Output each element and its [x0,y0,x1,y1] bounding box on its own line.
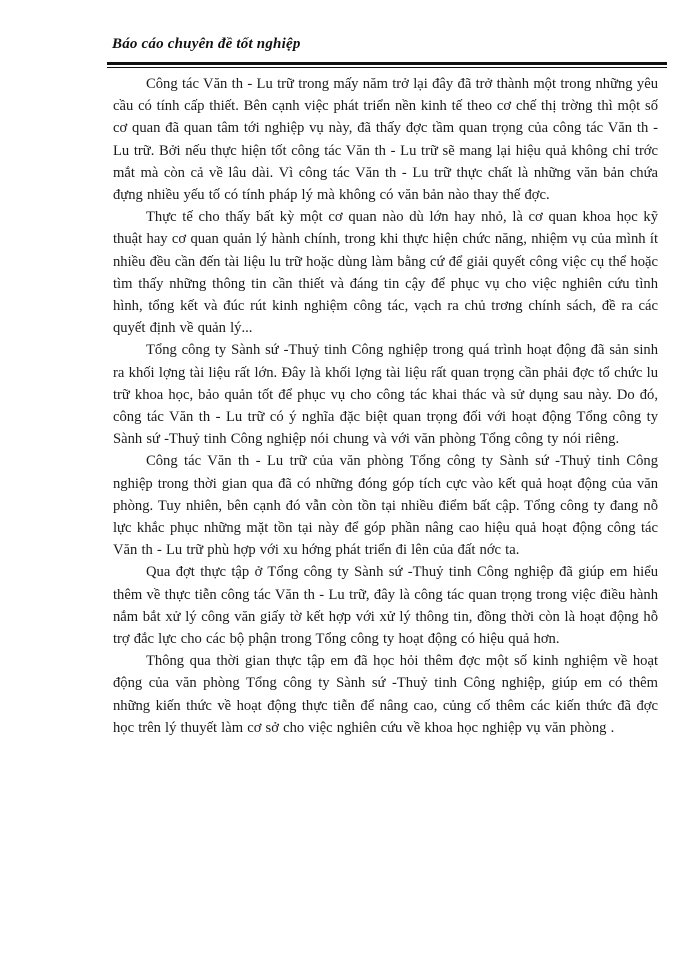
paragraph-4: Công tác Văn th - Lu trữ của văn phòng Tổng công ty Sành sứ -Thuỷ tinh Công nghiệp trong thời gian qua đã có những đóng góp tích cực vào kết quả hoạt động của văn phòng. Tuy nhiên, bên cạnh đó vẫn còn tồn tại nhiều điểm bất cập. Tổng công ty đang nỗ lực khắc phục những mặt tồn tại này để góp phần nâng cao hiệu quả hoạt động công tác Văn th - Lu trữ phù hợp với xu hớng phát triển đi lên của đất nớc ta. [113,453,658,559]
header-rule-thin [107,67,667,68]
paragraph-2: Thực tế cho thấy bất kỳ một cơ quan nào dù lớn hay nhỏ, là cơ quan khoa học kỹ thuật hay cơ quan quản lý hành chính, trong khi thực hiện chức năng, nhiệm vụ của mình ít nhiều đều cần đến tài liệu lu trữ hoặc dùng làm bằng cứ để giải quyết công việc cụ thể hoặc tìm thấy những thông tin cần thiết và đáng tin cậy để phục vụ cho việc nghiên cứu tình hình, tổng kết và đúc rút kinh nghiệm công tác, vạch ra chủ trơng chính sách, đề ra các quyết định về quản lý... [113,209,658,337]
paragraph-6: Thông qua thời gian thực tập em đã học hỏi thêm đợc một số kinh nghiệm về hoạt động của văn phòng Tổng công ty Sành sứ -Thuỷ tinh Công nghiệp, giúp em có thêm những kiến thức về hoạt động thực tiễn để nâng cao, củng cố thêm các kiến thức đã đợc học trên lý thuyết làm cơ sở cho việc nghiên cứu về khoa học nghiệp vụ văn phòng . [113,653,658,736]
header-rule-thick [107,62,667,65]
paragraph-1: Công tác Văn th - Lu trữ trong mấy năm trở lại đây đã trở thành một trong những yêu cầu có tính cấp thiết. Bên cạnh việc phát triển nền kinh tế theo cơ chế thị trờng thì một số cơ quan đã quan tâm tới nghiệp vụ này, đã thấy đợc tầm quan trọng của công tác Văn th - Lu trữ. Bởi nếu thực hiện tốt công tác Văn th - Lu trữ sẽ mang lại hiệu quả không chỉ trớc mắt mà còn cả về lâu dài. Vì công tác Văn th - Lu trữ thực chất là những văn bản chứa đựng nhiều yếu tố có tính pháp lý mà không có văn bản nào thay thế đợc. [113,76,658,204]
paragraph-3: Tổng công ty Sành sứ -Thuỷ tinh Công nghiệp trong quá trình hoạt động đã sản sinh ra khối lợng tài liệu rất lớn. Đây là khối lợng tài liệu rất quan trọng cần phải đợc tổ chức lu trữ khoa học, bảo quản tốt để phục vụ cho công tác khai thác và sử dụng sau này. Do đó, công tác Văn th - Lu trữ có ý nghĩa đặc biệt quan trọng đối với hoạt động Tổng công ty Sành sứ -Thuỷ tinh Công nghiệp nói chung và với văn phòng Tổng công ty nói riêng. [113,342,658,448]
document-body [113,73,658,739]
page-header-title: Báo cáo chuyên đề tốt nghiệp [112,36,301,52]
paragraph-5: Qua đợt thực tập ở Tổng công ty Sành sứ -Thuỷ tinh Công nghiệp đã giúp em hiểu thêm về thực tiễn công tác Văn th - Lu trữ, đây là công tác quan trọng trong việc điều hành nắm bắt xử lý công văn giấy tờ kết hợp với xử lý thông tin, đồng thời còn là hoạt động hỗ trợ đắc lực cho các bộ phận trong Tổng công ty hoạt động có hiệu quả hơn. [113,564,658,648]
